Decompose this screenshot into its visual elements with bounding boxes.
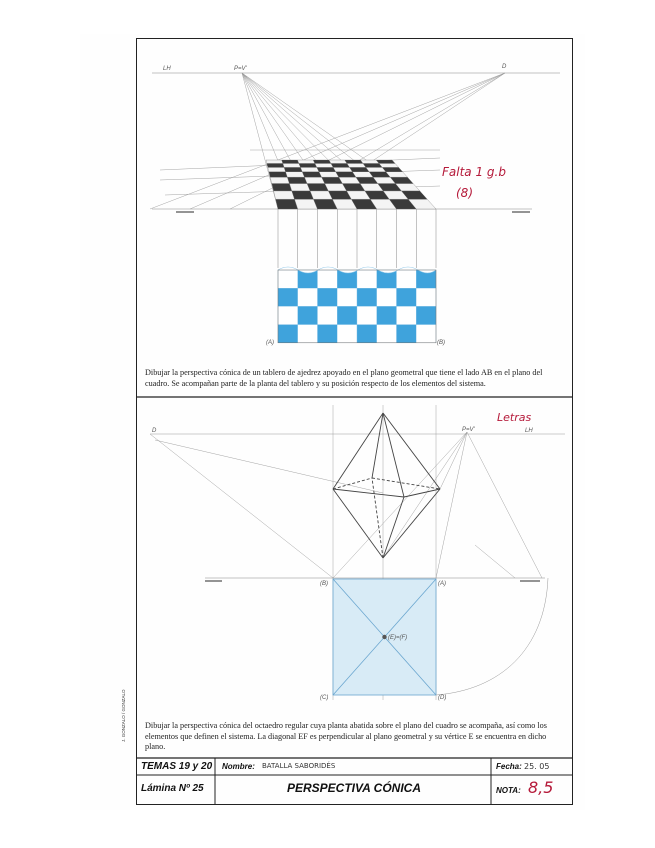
chess-square-persp [267,163,284,167]
label-pv-top: P=V' [234,66,247,72]
plan-center-point [382,635,386,639]
chess-square-persp [266,160,283,163]
chess-square-plan [357,270,377,288]
chess-square-persp [315,163,333,167]
chess-square-persp [268,167,286,171]
chess-square-persp [299,163,317,167]
chess-square-plan [416,325,436,343]
chess-square-plan [357,288,377,306]
chess-square-plan [416,306,436,324]
chess-square-plan [337,288,357,306]
label-d-top: D [502,64,507,70]
chess-square-persp [272,184,292,191]
footer-grade-label: NOTA: [496,786,521,795]
side-credit: J. GONZALO / GONZALO [121,689,126,742]
chess-square-plan [318,270,338,288]
chess-square-persp [274,191,295,199]
chess-square-persp [302,172,321,177]
chess-square-plan [318,325,338,343]
label-dd-bottom: (D) [438,695,447,701]
chess-square-persp [298,160,315,163]
label-c-bottom: (C) [320,695,329,701]
footer-name-value: BATALLA SABORIDÉS [262,762,336,770]
chess-square-persp [286,172,305,177]
chess-square-plan [416,288,436,306]
label-a-top: (A) [266,340,274,346]
chess-square-persp [289,184,310,191]
chess-square-plan [377,306,397,324]
chess-square-persp [319,172,339,177]
chess-square-plan [377,288,397,306]
chess-square-persp [270,177,289,183]
projection-lines-top [278,209,436,268]
chess-square-persp [313,160,331,163]
chess-square-plan [278,325,298,343]
rotation-arc [436,578,548,695]
chess-square-persp [283,163,301,167]
chess-square-persp [333,167,352,171]
chess-square-plan [298,306,318,324]
chess-square-persp [331,163,350,167]
chess-square-persp [379,163,399,167]
chess-square-persp [347,163,366,167]
footer-grade-value: 8,5 [528,778,554,797]
correction-note-top: Falta 1 g.b [442,165,506,179]
chess-square-persp [305,177,325,183]
chess-square-plan [278,270,298,288]
chess-square-plan [318,306,338,324]
chess-square-persp [292,191,314,199]
chess-square-persp [382,167,402,171]
chess-square-plan [337,306,357,324]
chess-square-persp [317,167,336,171]
chess-square-persp [301,167,320,171]
footer-title: PERSPECTIVA CÓNICA [287,781,422,795]
label-pv-bottom: P=V' [462,427,475,433]
correction-score-top: (8) [456,186,473,200]
chess-square-plan [278,288,298,306]
chess-square-plan [397,288,417,306]
footer-topics: TEMAS 19 y 20 [141,761,213,772]
chess-square-plan [377,325,397,343]
footer-date-value: 25. 05 [524,762,550,771]
chess-square-plan [357,306,377,324]
chess-square-persp [376,160,395,163]
chess-square-persp [361,160,380,163]
footer-sheet-number: Lámina Nº 25 [141,783,204,794]
chess-square-persp [282,160,299,163]
label-a-bottom: (A) [438,581,446,587]
chess-square-plan [337,325,357,343]
chess-square-persp [269,172,287,177]
top-statement: Dibujar la perspectiva cónica de un tablero de ajedrez apoyado en el plano geometral que tiene el lado AB en el plano del cuadro. Se acompañan parte de la planta del tablero y su posición respecto de los elementos del sistema. [145,368,543,388]
footer-name-label: Nombre: [222,762,255,771]
chess-square-persp [345,160,363,163]
chess-square-plan [278,306,298,324]
chessboard-plan [278,267,436,343]
chess-square-plan [397,270,417,288]
label-b-bottom: (B) [320,581,328,587]
chess-square-persp [284,167,302,171]
bottom-statement: Dibujar la perspectiva cónica del octaedro regular cuya planta abatida sobre el plano del cuadro se acompaña, así como los elementos que definen el sistema. La diagonal EF es perpendicular al plano geometral y su vértice E se encuentra en dicho plano. [145,721,547,751]
footer-date-label: Fecha: [496,762,522,771]
label-d-bottom: D [152,428,157,434]
label-lh-top: LH [163,66,171,72]
chess-square-persp [276,199,298,209]
ray-to-pv [242,73,278,209]
chess-square-persp [287,177,307,183]
correction-note-bottom: Letras [497,411,532,424]
label-b-top: (B) [437,340,445,346]
octahedron-perspective [333,413,440,558]
chess-square-plan [397,325,417,343]
chess-square-plan [357,325,377,343]
chess-square-plan [298,288,318,306]
chess-square-plan [397,306,417,324]
chess-square-plan [318,288,338,306]
label-lh-bottom: LH [525,428,533,434]
label-ef-bottom: (E)=(F) [388,635,408,641]
chess-square-persp [329,160,347,163]
chess-square-plan [298,325,318,343]
chessboard-perspective [266,160,436,209]
